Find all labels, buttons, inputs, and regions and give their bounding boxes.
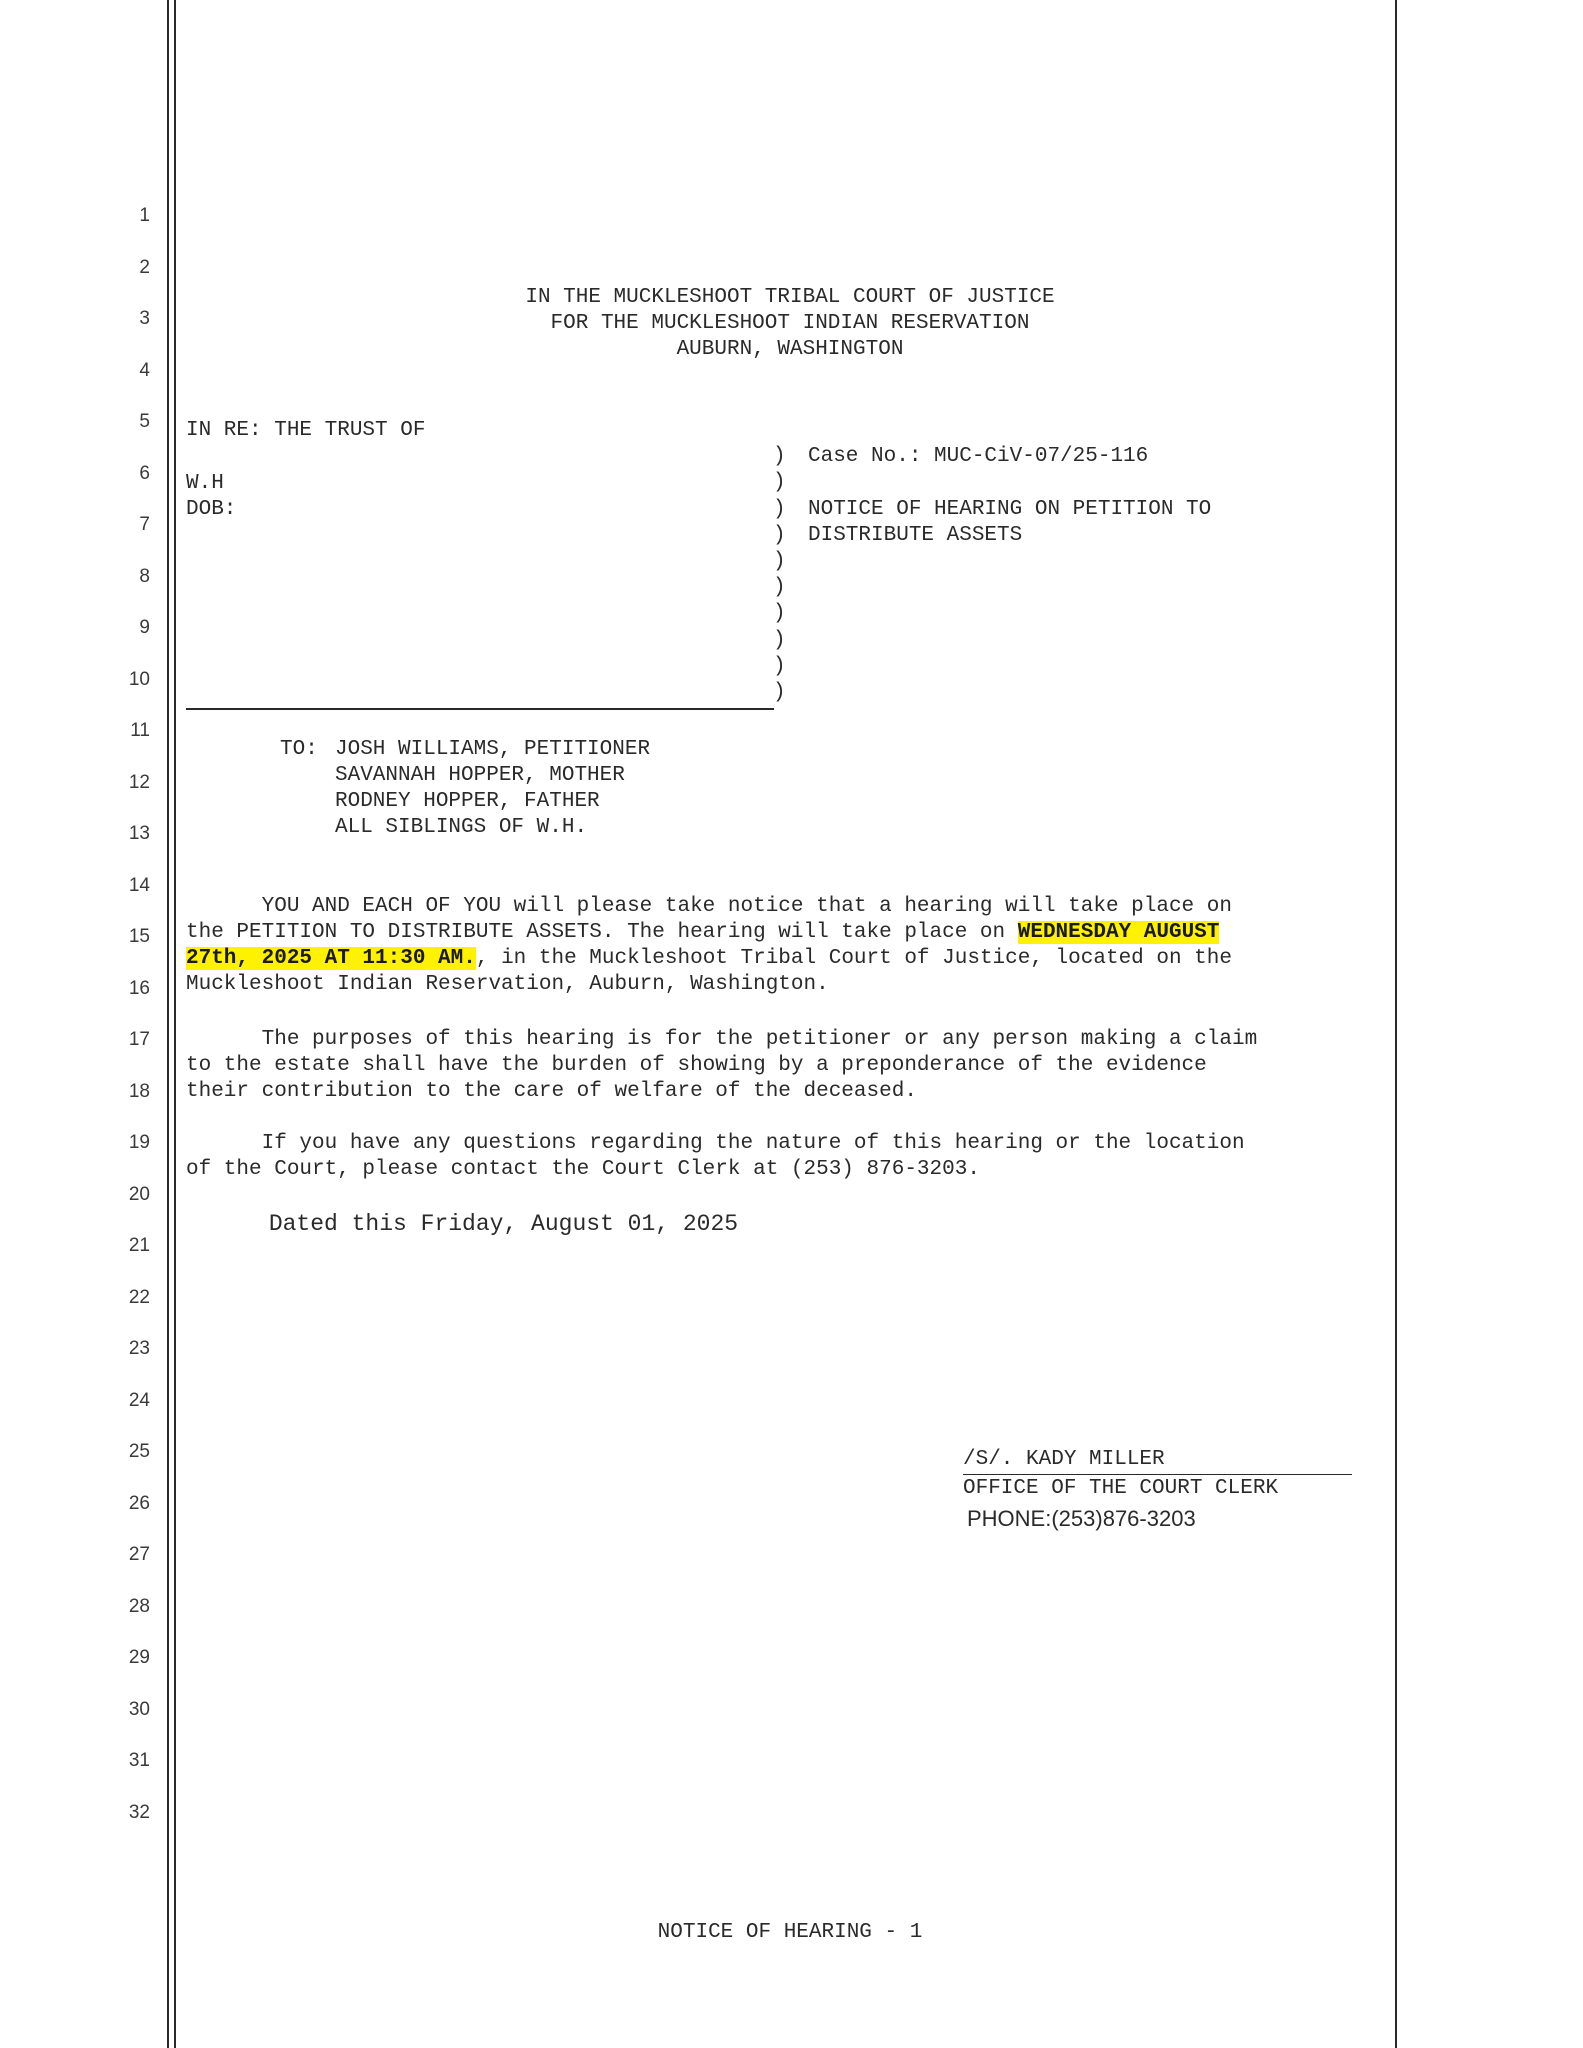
line-number: 16 — [128, 978, 150, 999]
line-number: 22 — [128, 1287, 150, 1308]
line-number: 2 — [139, 257, 150, 278]
left-margin-rule-inner — [174, 0, 176, 2048]
line-number: 18 — [128, 1081, 150, 1102]
in-re-label: IN RE: THE TRUST OF — [186, 419, 426, 442]
caption-paren: ) — [773, 471, 786, 494]
line-number: 3 — [139, 308, 150, 329]
recipient-name: RODNEY HOPPER, FATHER — [335, 790, 600, 813]
line-number: 12 — [128, 772, 150, 793]
line-number: 13 — [128, 823, 150, 844]
signature-phone: PHONE:(253)876-3203 — [967, 1506, 1196, 1531]
line-number: 6 — [139, 463, 150, 484]
line-number: 5 — [139, 411, 150, 432]
hearing-time-highlight: 27th, 2025 AT 11:30 AM. — [186, 947, 476, 970]
caption-paren: ) — [773, 681, 786, 704]
paragraph-2-line-2: to the estate shall have the burden of showing by a preponderance of the evidence — [186, 1054, 1207, 1077]
line-number: 30 — [128, 1699, 150, 1720]
court-header-line-2: FOR THE MUCKLESHOOT INDIAN RESERVATION — [550, 312, 1030, 335]
line-number: 20 — [128, 1184, 150, 1205]
line-number: 27 — [128, 1544, 150, 1565]
caption-paren: ) — [773, 655, 786, 678]
recipient-name: JOSH WILLIAMS, PETITIONER — [335, 738, 651, 761]
line-number: 25 — [128, 1441, 150, 1462]
line-number: 11 — [130, 720, 150, 741]
line-number: 1 — [139, 205, 150, 226]
caption-paren: ) — [773, 576, 786, 599]
to-label: TO: — [280, 738, 318, 761]
caption-paren: ) — [773, 498, 786, 521]
signature-office: OFFICE OF THE COURT CLERK — [963, 1477, 1279, 1500]
line-number: 14 — [128, 875, 150, 896]
line-number: 7 — [139, 514, 150, 535]
court-header-line-1: IN THE MUCKLESHOOT TRIBAL COURT OF JUSTICE — [525, 286, 1055, 309]
signature-name: /S/. KADY MILLER — [963, 1448, 1165, 1471]
signature-line — [963, 1474, 1352, 1475]
paragraph-1-line-4: Muckleshoot Indian Reservation, Auburn, Washington. — [186, 973, 829, 996]
line-number: 32 — [128, 1802, 150, 1823]
page-footer: NOTICE OF HEARING - 1 — [657, 1921, 923, 1944]
line-number: 15 — [128, 926, 150, 947]
paragraph-2-line-1: The purposes of this hearing is for the petitioner or any person making a claim — [186, 1028, 1258, 1051]
line-number: 28 — [128, 1596, 150, 1617]
dated-line: Dated this Friday, August 01, 2025 — [186, 1211, 739, 1237]
caption-paren: ) — [773, 445, 786, 468]
caption-divider — [186, 708, 774, 710]
dob-label: DOB: — [186, 498, 237, 521]
line-number: 9 — [139, 617, 150, 638]
line-number: 19 — [128, 1132, 150, 1153]
caption-paren: ) — [773, 550, 786, 573]
line-number: 8 — [139, 566, 150, 587]
document-title-line-1: NOTICE OF HEARING ON PETITION TO — [808, 498, 1212, 521]
line-number: 24 — [128, 1390, 150, 1411]
paragraph-3-line-1: If you have any questions regarding the nature of this hearing or the location — [186, 1132, 1245, 1155]
paragraph-1-line-3 — [186, 946, 1232, 972]
line-number: 29 — [128, 1647, 150, 1668]
caption-paren: ) — [773, 524, 786, 547]
line-number: 31 — [128, 1750, 150, 1771]
paragraph-1-line-3-text: , in the Muckleshoot Tribal Court of Justice, located on the — [475, 947, 1232, 970]
line-number: 23 — [128, 1338, 150, 1359]
paragraph-2-line-3: their contribution to the care of welfare of the deceased. — [186, 1080, 917, 1103]
recipient-name: SAVANNAH HOPPER, MOTHER — [335, 764, 625, 787]
paragraph-1-line-1: YOU AND EACH OF YOU will please take notice that a hearing will take place on — [186, 895, 1232, 918]
caption-paren: ) — [773, 629, 786, 652]
hearing-date-highlight: WEDNESDAY AUGUST — [1017, 921, 1220, 944]
caption-paren: ) — [773, 602, 786, 625]
paragraph-1-line-2-text: the PETITION TO DISTRIBUTE ASSETS. The hearing will take place on — [186, 921, 1018, 944]
line-number: 17 — [128, 1029, 150, 1050]
left-margin-rule-outer — [167, 0, 169, 2048]
line-number: 21 — [128, 1235, 150, 1256]
document-title-line-2: DISTRIBUTE ASSETS — [808, 524, 1023, 547]
right-margin-rule — [1395, 0, 1397, 2048]
line-number: 10 — [128, 669, 150, 690]
recipient-name: ALL SIBLINGS OF W.H. — [335, 816, 588, 839]
paragraph-3-line-2: of the Court, please contact the Court Clerk at (253) 876-3203. — [186, 1158, 980, 1181]
line-number: 4 — [139, 360, 150, 381]
line-number: 26 — [128, 1493, 150, 1514]
case-number: Case No.: MUC-CiV-07/25-116 — [808, 445, 1149, 468]
party-initials: W.H — [186, 472, 224, 495]
paragraph-1-line-2 — [186, 920, 1219, 946]
court-header-line-3: AUBURN, WASHINGTON — [676, 338, 904, 361]
